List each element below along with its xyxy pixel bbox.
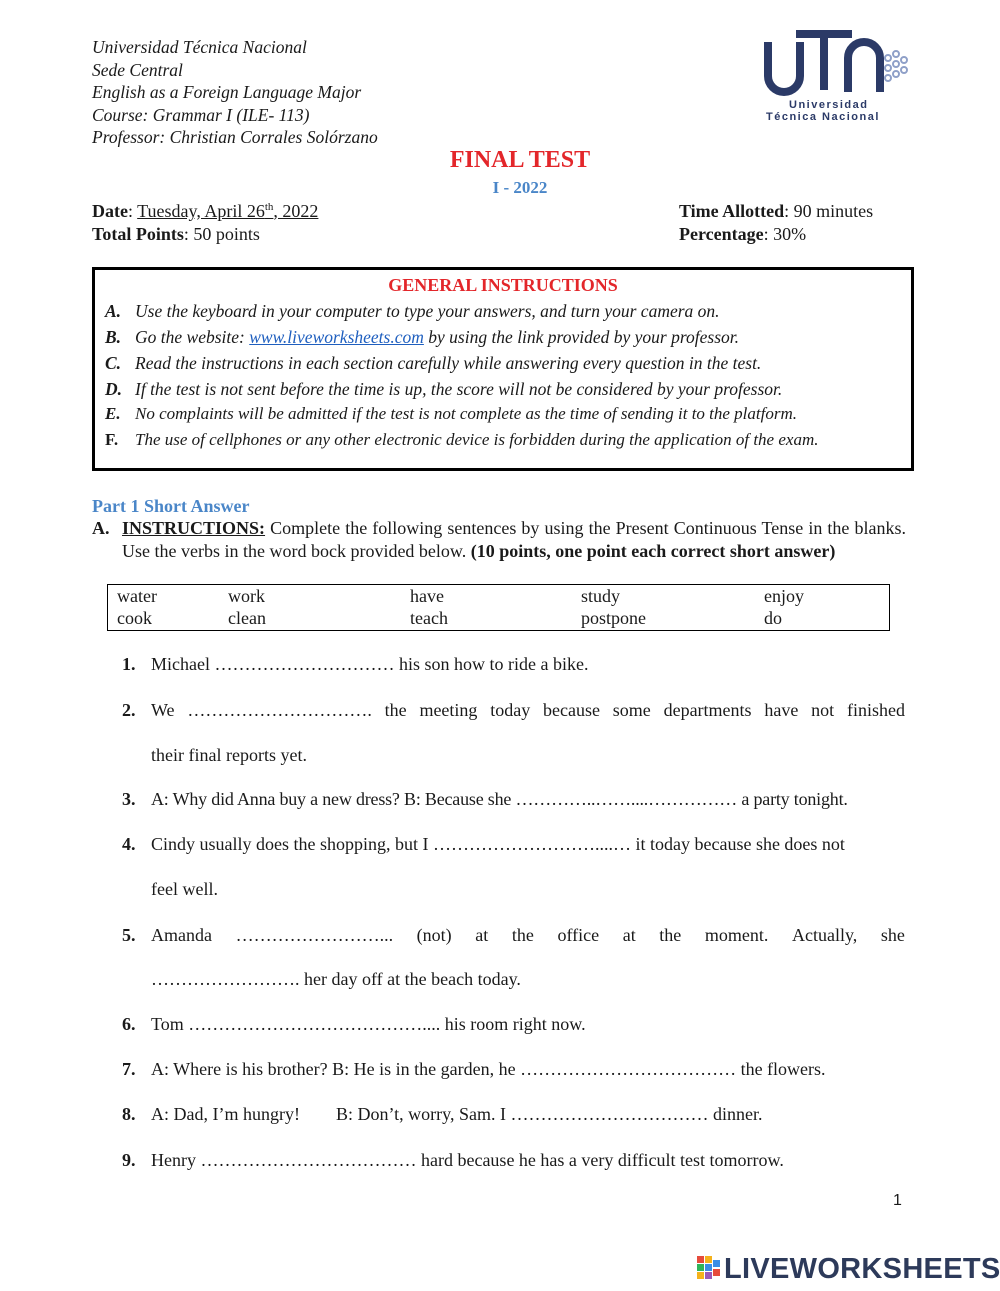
percentage-row: [679, 224, 806, 245]
question-text: A: Where is his brother? B: He is in the garden, he ……………………………… the flowers.: [151, 1059, 826, 1079]
question-number: 6.: [122, 1014, 136, 1034]
percentage-label: Percentage: [679, 224, 764, 244]
points-value: : 50 points: [183, 224, 260, 244]
question-text: Cindy usually does the shopping, but I ………………………....… it today because she does not: [151, 834, 845, 854]
header-line: Universidad Técnica Nacional: [92, 37, 307, 57]
answer-blank[interactable]: ……………………...: [235, 925, 394, 945]
instruction-item: B. Go the website: www.liveworksheets.com by using the link provided by your professor.: [105, 327, 739, 347]
general-instructions-box: [92, 267, 914, 471]
word: postpone: [581, 608, 646, 628]
liveworksheets-wordmark: LIVEWORKSHEETS: [724, 1252, 1000, 1285]
question-text-continued: ……………………. her day off at the beach today.: [151, 969, 521, 989]
instructions-points: (10 points, one point each correct short answer): [470, 540, 836, 561]
question-text: We …………………………. the meeting today because some departments have not finished: [151, 700, 905, 720]
header-line: Professor: Christian Corrales Solórzano: [92, 127, 378, 148]
question-text: Michael ………………………… his son how to ride a bike.: [151, 654, 589, 674]
time-value: : 90 minutes: [784, 201, 874, 221]
question-text: A: Dad, I’m hungry! B: Don’t, worry, Sam. I …………………………… dinner.: [151, 1104, 763, 1124]
word: clean: [228, 608, 266, 628]
part1-heading: Part 1 Short Answer: [92, 496, 250, 516]
word: work: [228, 586, 265, 606]
question-number: 2.: [122, 700, 136, 720]
word: enjoy: [764, 586, 804, 606]
instruction-item: D. If the test is not sent before the time is up, the score will not be considered by your professor.: [105, 379, 783, 399]
instruction-item: C. Read the instructions in each section carefully while answering every question in the test.: [105, 353, 762, 373]
part1-label: A.: [92, 518, 110, 538]
liveworksheets-logo: [697, 1252, 1000, 1286]
test-title: FINAL TEST: [449, 147, 591, 173]
question-text: Tom ………………………………….... his room right now.: [151, 1014, 586, 1034]
liveworksheets-icon: [697, 1256, 721, 1282]
question-text-continued: feel well.: [151, 879, 218, 899]
question-text: A: Why did Anna buy a new dress? B: Because she …………..……....…………… a party tonight.: [151, 789, 848, 809]
word: cook: [117, 608, 152, 628]
question-text-continued: their final reports yet.: [151, 745, 307, 765]
question-number: 8.: [122, 1104, 136, 1124]
instructions-text: Complete the following sentences by using the Present Continuous Tense in the blanks. Use the verbs in the word bock provided below.: [122, 518, 906, 561]
answer-blank[interactable]: ………………………….: [187, 700, 372, 720]
question-number: 1.: [122, 654, 136, 674]
page-number: 1: [893, 1192, 902, 1209]
test-subtitle: I - 2022: [492, 178, 548, 197]
question-number: 9.: [122, 1150, 136, 1170]
utn-logo-mark: [764, 28, 914, 128]
question-number: 5.: [122, 925, 136, 945]
instructions-label: INSTRUCTIONS:: [122, 518, 266, 538]
date-row: Date: Tuesday, April 26th, 2022: [92, 201, 319, 221]
question-text: Henry ……………………………… hard because he has a very difficult test tomorrow.: [151, 1150, 784, 1170]
question-number: 4.: [122, 834, 136, 854]
time-label: Time Allotted: [679, 201, 785, 221]
word: have: [410, 586, 444, 606]
date-value: Tuesday, April 26th, 2022: [137, 201, 319, 221]
percentage-value: : 30%: [763, 224, 807, 244]
header-line: Course: Grammar I (ILE- 113): [92, 104, 310, 125]
total-points-row: [92, 224, 260, 245]
header-line: English as a Foreign Language Major: [92, 82, 362, 103]
instruction-item: F. The use of cellphones or any other electronic device is forbidden during the application of the exam.: [105, 430, 819, 449]
instructions-title: GENERAL INSTRUCTIONS: [388, 275, 618, 295]
question-text: Amanda ……………………... (not) at the office at the moment. Actually, she: [151, 925, 905, 945]
date-label: Date: [92, 201, 128, 221]
word: study: [581, 586, 621, 606]
part1-instructions: [92, 517, 906, 562]
word-box: [107, 584, 890, 631]
question-number: 7.: [122, 1059, 136, 1079]
question-number: 3.: [122, 789, 136, 809]
website-link[interactable]: www.liveworksheets.com: [249, 327, 424, 347]
institution-header: [92, 36, 378, 149]
word: teach: [410, 608, 448, 628]
logo-line1: Universidad: [789, 99, 869, 111]
points-label: Total Points: [92, 224, 184, 244]
word: do: [764, 608, 782, 628]
logo-line2: Técnica Nacional: [766, 111, 880, 123]
header-line: Sede Central: [92, 59, 183, 80]
time-row: [679, 201, 873, 222]
word: water: [117, 586, 157, 606]
utn-logo: [764, 28, 914, 128]
instruction-item: E. No complaints will be admitted if the test is not complete as the time of sending it to the platform.: [105, 404, 797, 423]
instruction-item: A. Use the keyboard in your computer to type your answers, and turn your camera on.: [105, 301, 720, 321]
